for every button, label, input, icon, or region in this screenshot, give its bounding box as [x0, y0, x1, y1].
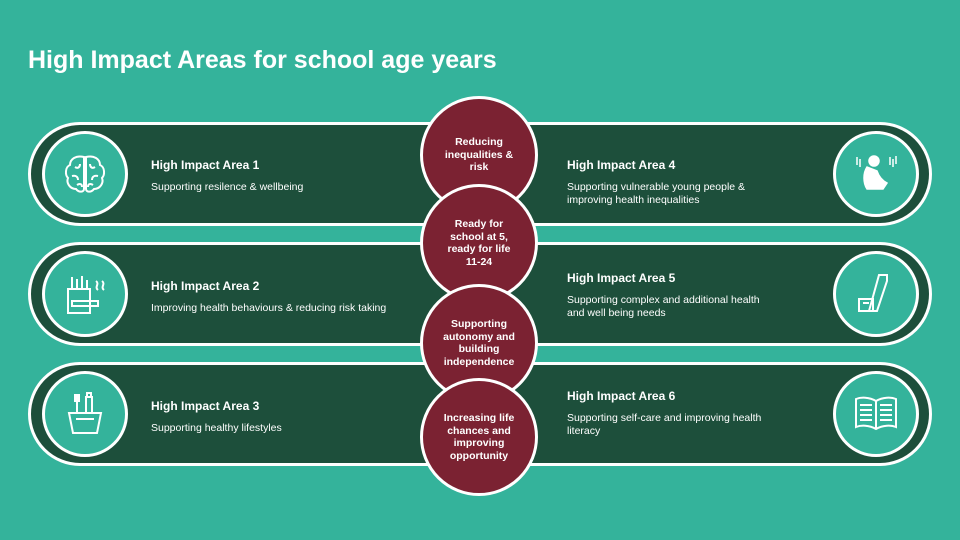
area-6-description: Supporting self-care and improving health literacy	[567, 412, 762, 437]
area-3-description: Supporting healthy lifestyles	[151, 422, 282, 434]
hub-4-label: Increasing life chances and improving opportunity	[443, 412, 515, 462]
area-4-title: High Impact Area 4	[567, 158, 676, 172]
page-title: High Impact Areas for school age years	[28, 46, 497, 74]
open-book-icon	[849, 387, 903, 441]
area-4-description: Supporting vulnerable young people & improving health inequalities	[567, 181, 746, 206]
area-2-icon-circle	[42, 251, 128, 337]
hub-circle-4	[420, 378, 538, 496]
hub-1-label: Reducing inequalities & risk	[444, 136, 514, 174]
area-1-icon-circle	[42, 131, 128, 217]
brain-icon	[58, 147, 112, 201]
toothbrush-cup-icon	[58, 387, 112, 441]
area-2-title: High Impact Area 2	[151, 279, 260, 293]
area-4-icon-circle	[833, 131, 919, 217]
area-3-icon-circle	[42, 371, 128, 457]
distressed-person-icon	[849, 147, 903, 201]
area-1-description: Supporting resilence & wellbeing	[151, 181, 304, 193]
inhaler-icon	[849, 267, 903, 321]
area-1-title: High Impact Area 1	[151, 158, 260, 172]
hub-3-label: Supporting autonomy and building independence	[443, 318, 515, 368]
area-2-description: Improving health behaviours & reducing risk taking	[151, 302, 387, 314]
area-6-icon-circle	[833, 371, 919, 457]
area-3-title: High Impact Area 3	[151, 399, 260, 413]
area-6-title: High Impact Area 6	[567, 389, 676, 403]
hub-2-label: Ready for school at 5, ready for life 11-24	[447, 218, 511, 268]
area-5-description: Supporting complex and additional health and well being needs	[567, 294, 760, 319]
area-5-title: High Impact Area 5	[567, 271, 676, 285]
cigarettes-icon	[58, 267, 112, 321]
area-5-icon-circle	[833, 251, 919, 337]
